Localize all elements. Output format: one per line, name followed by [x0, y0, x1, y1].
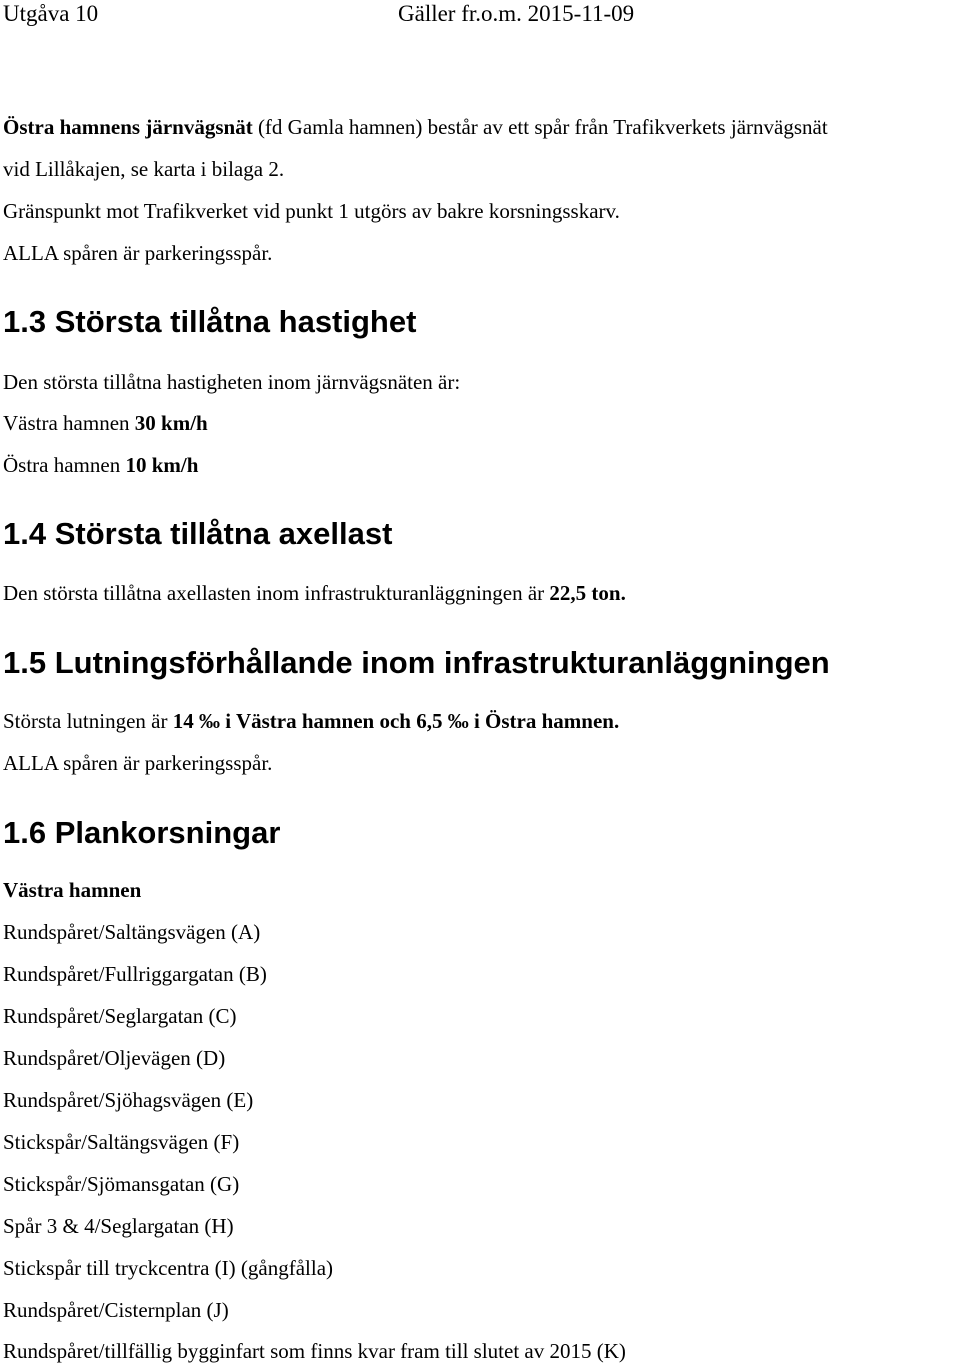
crossing-item: Rundspåret/Saltängsvägen (A) [3, 920, 261, 944]
gradient-text [3, 708, 619, 734]
axle-load-value: 22,5 ton. [549, 581, 626, 605]
crossing-item: Rundspåret/Cisternplan (J) [3, 1298, 229, 1322]
crossing-item: Rundspåret/Seglargatan (C) [3, 1004, 237, 1028]
intro-bold-term: Östra hamnens järnvägsnät [3, 115, 253, 139]
crossing-item: Stickspår/Sjömansgatan (G) [3, 1172, 240, 1196]
edition-label: Utgåva 10 [3, 1, 99, 26]
speed-west [3, 410, 208, 436]
speed-east-value: 10 km/h [125, 453, 199, 477]
heading-1-3: 1.3 Största tillåtna hastighet [3, 304, 417, 339]
gradient-note: ALLA spåren är parkeringsspår. [3, 751, 273, 775]
heading-1-5: 1.5 Lutningsförhållande inom infrastrukturanläggningen [3, 645, 830, 680]
crossing-item: Rundspåret/Sjöhagsvägen (E) [3, 1088, 254, 1112]
speed-east-label: Östra hamnen [3, 453, 126, 477]
heading-1-4: 1.4 Största tillåtna axellast [3, 516, 393, 551]
crossing-item: Rundspåret/Fullriggargatan (B) [3, 962, 267, 986]
crossing-item: Stickspår/Saltängsvägen (F) [3, 1130, 240, 1154]
axle-load-text [3, 580, 626, 606]
gradient-label: Största lutningen är [3, 709, 173, 733]
speed-west-value: 30 km/h [134, 411, 208, 435]
intro-line-4: ALLA spåren är parkeringsspår. [3, 241, 273, 265]
crossing-item: Stickspår till tryckcentra (I) (gångfålla) [3, 1256, 334, 1280]
gradient-value: 14 ‰ i Västra hamnen och 6,5 ‰ i Östra hamnen. [172, 709, 620, 733]
speed-east [3, 452, 198, 478]
intro-line-2: vid Lillåkajen, se karta i bilaga 2. [3, 157, 285, 181]
crossing-item: Rundspåret/tillfällig bygginfart som finns kvar fram till slutet av 2015 (K) [3, 1339, 626, 1363]
valid-from-label: Gäller fr.o.m. 2015-11-09 [398, 1, 635, 26]
crossing-item: Rundspåret/Oljevägen (D) [3, 1046, 226, 1070]
speed-west-label: Västra hamnen [3, 411, 135, 435]
crossing-item: Spår 3 & 4/Seglargatan (H) [3, 1214, 234, 1238]
heading-1-6: 1.6 Plankorsningar [3, 815, 281, 850]
level-crossings-subheading: Västra hamnen [3, 878, 142, 902]
speed-intro-text: Den största tillåtna hastigheten inom järnvägsnäten är: [3, 370, 461, 394]
intro-line-1-rest: (fd Gamla hamnen) består av ett spår från Trafikverkets järnvägsnät [252, 115, 828, 139]
intro-line-1 [3, 114, 828, 140]
intro-line-3: Gränspunkt mot Trafikverket vid punkt 1 utgörs av bakre korsningsskarv. [3, 199, 620, 223]
axle-load-label: Den största tillåtna axellasten inom infrastrukturanläggningen är [3, 581, 550, 605]
